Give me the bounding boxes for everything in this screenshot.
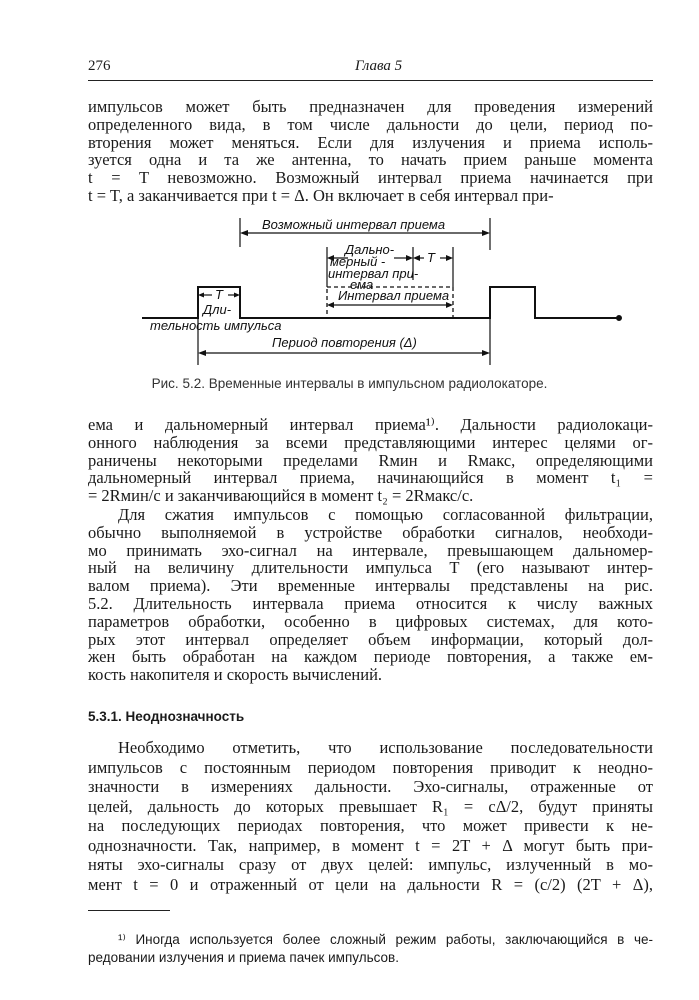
text-line: ¹⁾ Иногда используется более сложный режим работы, заключающийся в че- xyxy=(118,932,653,947)
footnote xyxy=(88,931,653,967)
t-right-label: T xyxy=(427,250,435,265)
text-line: редовании излучения и приема пачек импульсов. xyxy=(88,949,399,965)
receive-interval-label: Интервал приема xyxy=(338,288,450,303)
page-number: 276 xyxy=(88,58,111,74)
text-line: валом приема). Эти временные интервалы представлены на рис. xyxy=(88,576,653,596)
text-line: определенного вида, в том числе дальности до цели, период по- xyxy=(88,114,653,134)
text-line: зуется одна и та же антенна, то начать прием раньше момента xyxy=(88,150,653,170)
range-interval-label-1: Дально- xyxy=(345,242,395,257)
text-line: t = T невозможно. Возможный интервал приема начинается при xyxy=(88,168,653,188)
text-line: импульсов может быть предназначен для проведения измерений xyxy=(88,97,653,116)
paragraph-3 xyxy=(88,506,653,684)
possible-interval-label: Возможный интервал приема xyxy=(262,217,446,232)
text-line: импульсов с постоянным периодом повторения приводит к неодно- xyxy=(88,757,653,777)
text-line: t = T, а заканчивается при t = Δ. Он включает в себя интервал при- xyxy=(88,185,554,205)
text-line: ный на величину длительности импульса T (его называют интер- xyxy=(88,558,653,578)
text-line: дальномерный интервал приема, начинающийся в момент t₁ = xyxy=(88,468,653,488)
range-interval-label-4: ема xyxy=(350,277,374,292)
repetition-period-label: Период повторения (Δ) xyxy=(272,335,417,350)
text-line: онного наблюдения за всеми представляющими интерес целями ог- xyxy=(88,432,653,452)
text-line: значности в измерениях дальности. Эхо-сигналы, отраженные от xyxy=(88,777,653,796)
text-line: няты эхо-сигналы сразу от двух целей: импульс, излученный в мо- xyxy=(88,855,653,874)
text-line: жен быть обработан на каждом периоде повторения, а также ем- xyxy=(88,647,653,667)
pulse-duration-label-1: Дли- xyxy=(203,302,232,317)
figure-caption: Рис. 5.2. Временные интервалы в импульсном радиолокаторе. xyxy=(151,376,548,391)
footnote-rule xyxy=(88,910,170,911)
text-line: целей, дальность до которых превышает R₁ = cΔ/2, будут приняты xyxy=(88,796,653,816)
range-interval-label-3: интервал при- xyxy=(328,266,419,281)
waveform-end-dot xyxy=(617,316,622,321)
section-heading: 5.3.1. Неоднозначность xyxy=(88,709,245,724)
text-line: мент t = 0 и отраженный от цели на дальности R = (c/2) (2T + Δ), xyxy=(88,874,653,894)
text-line: = 2Rмин/c и заканчивающийся в момент t₂ = 2Rмакс/c. xyxy=(88,486,474,506)
text-line: Необходимо отметить, что использование последовательности xyxy=(118,738,653,757)
text-line: вторения может меняться. Если для излучения и приема исполь- xyxy=(88,132,653,152)
t-pulse-label: T xyxy=(215,287,223,302)
text-line: Для сжатия импульсов с помощью согласованной фильтрации, xyxy=(118,505,653,524)
running-title: Глава 5 xyxy=(355,58,403,74)
range-interval-label-2: мерный - xyxy=(330,254,386,269)
text-line: раничены некоторыми пределами Rмин и Rмакс, определяющими xyxy=(88,450,653,470)
pulse-duration-label-2: тельность импульса xyxy=(150,318,282,333)
text-line: на последующих периодах повторения, что может привести к не- xyxy=(88,816,653,835)
text-line: параметров обработки, особенно в цифровых системах, для кото- xyxy=(88,611,653,631)
text-line: ема и дальномерный интервал приема¹⁾. Дальности радиолокаци- xyxy=(88,415,653,434)
text-line: мо принимать эхо-сигнал на интервале, превышающем дальномер- xyxy=(88,540,653,560)
paragraph-2 xyxy=(88,416,653,505)
text-line: однозначности. Так, например, в момент t = 2T + Δ могут быть при- xyxy=(88,835,653,855)
paragraph-4 xyxy=(88,738,653,894)
text-line: рых этот интервал определяет объем информации, который дол- xyxy=(88,629,653,649)
text-line: кость накопителя и скорость вычислений. xyxy=(88,665,383,685)
text-line: обычно выполняемой в устройстве обработки сигналов, необходи- xyxy=(88,522,653,542)
figure-5-2 xyxy=(0,0,699,400)
text-line: 5.2. Длительность интервала приема относится к числу важных xyxy=(88,593,653,613)
